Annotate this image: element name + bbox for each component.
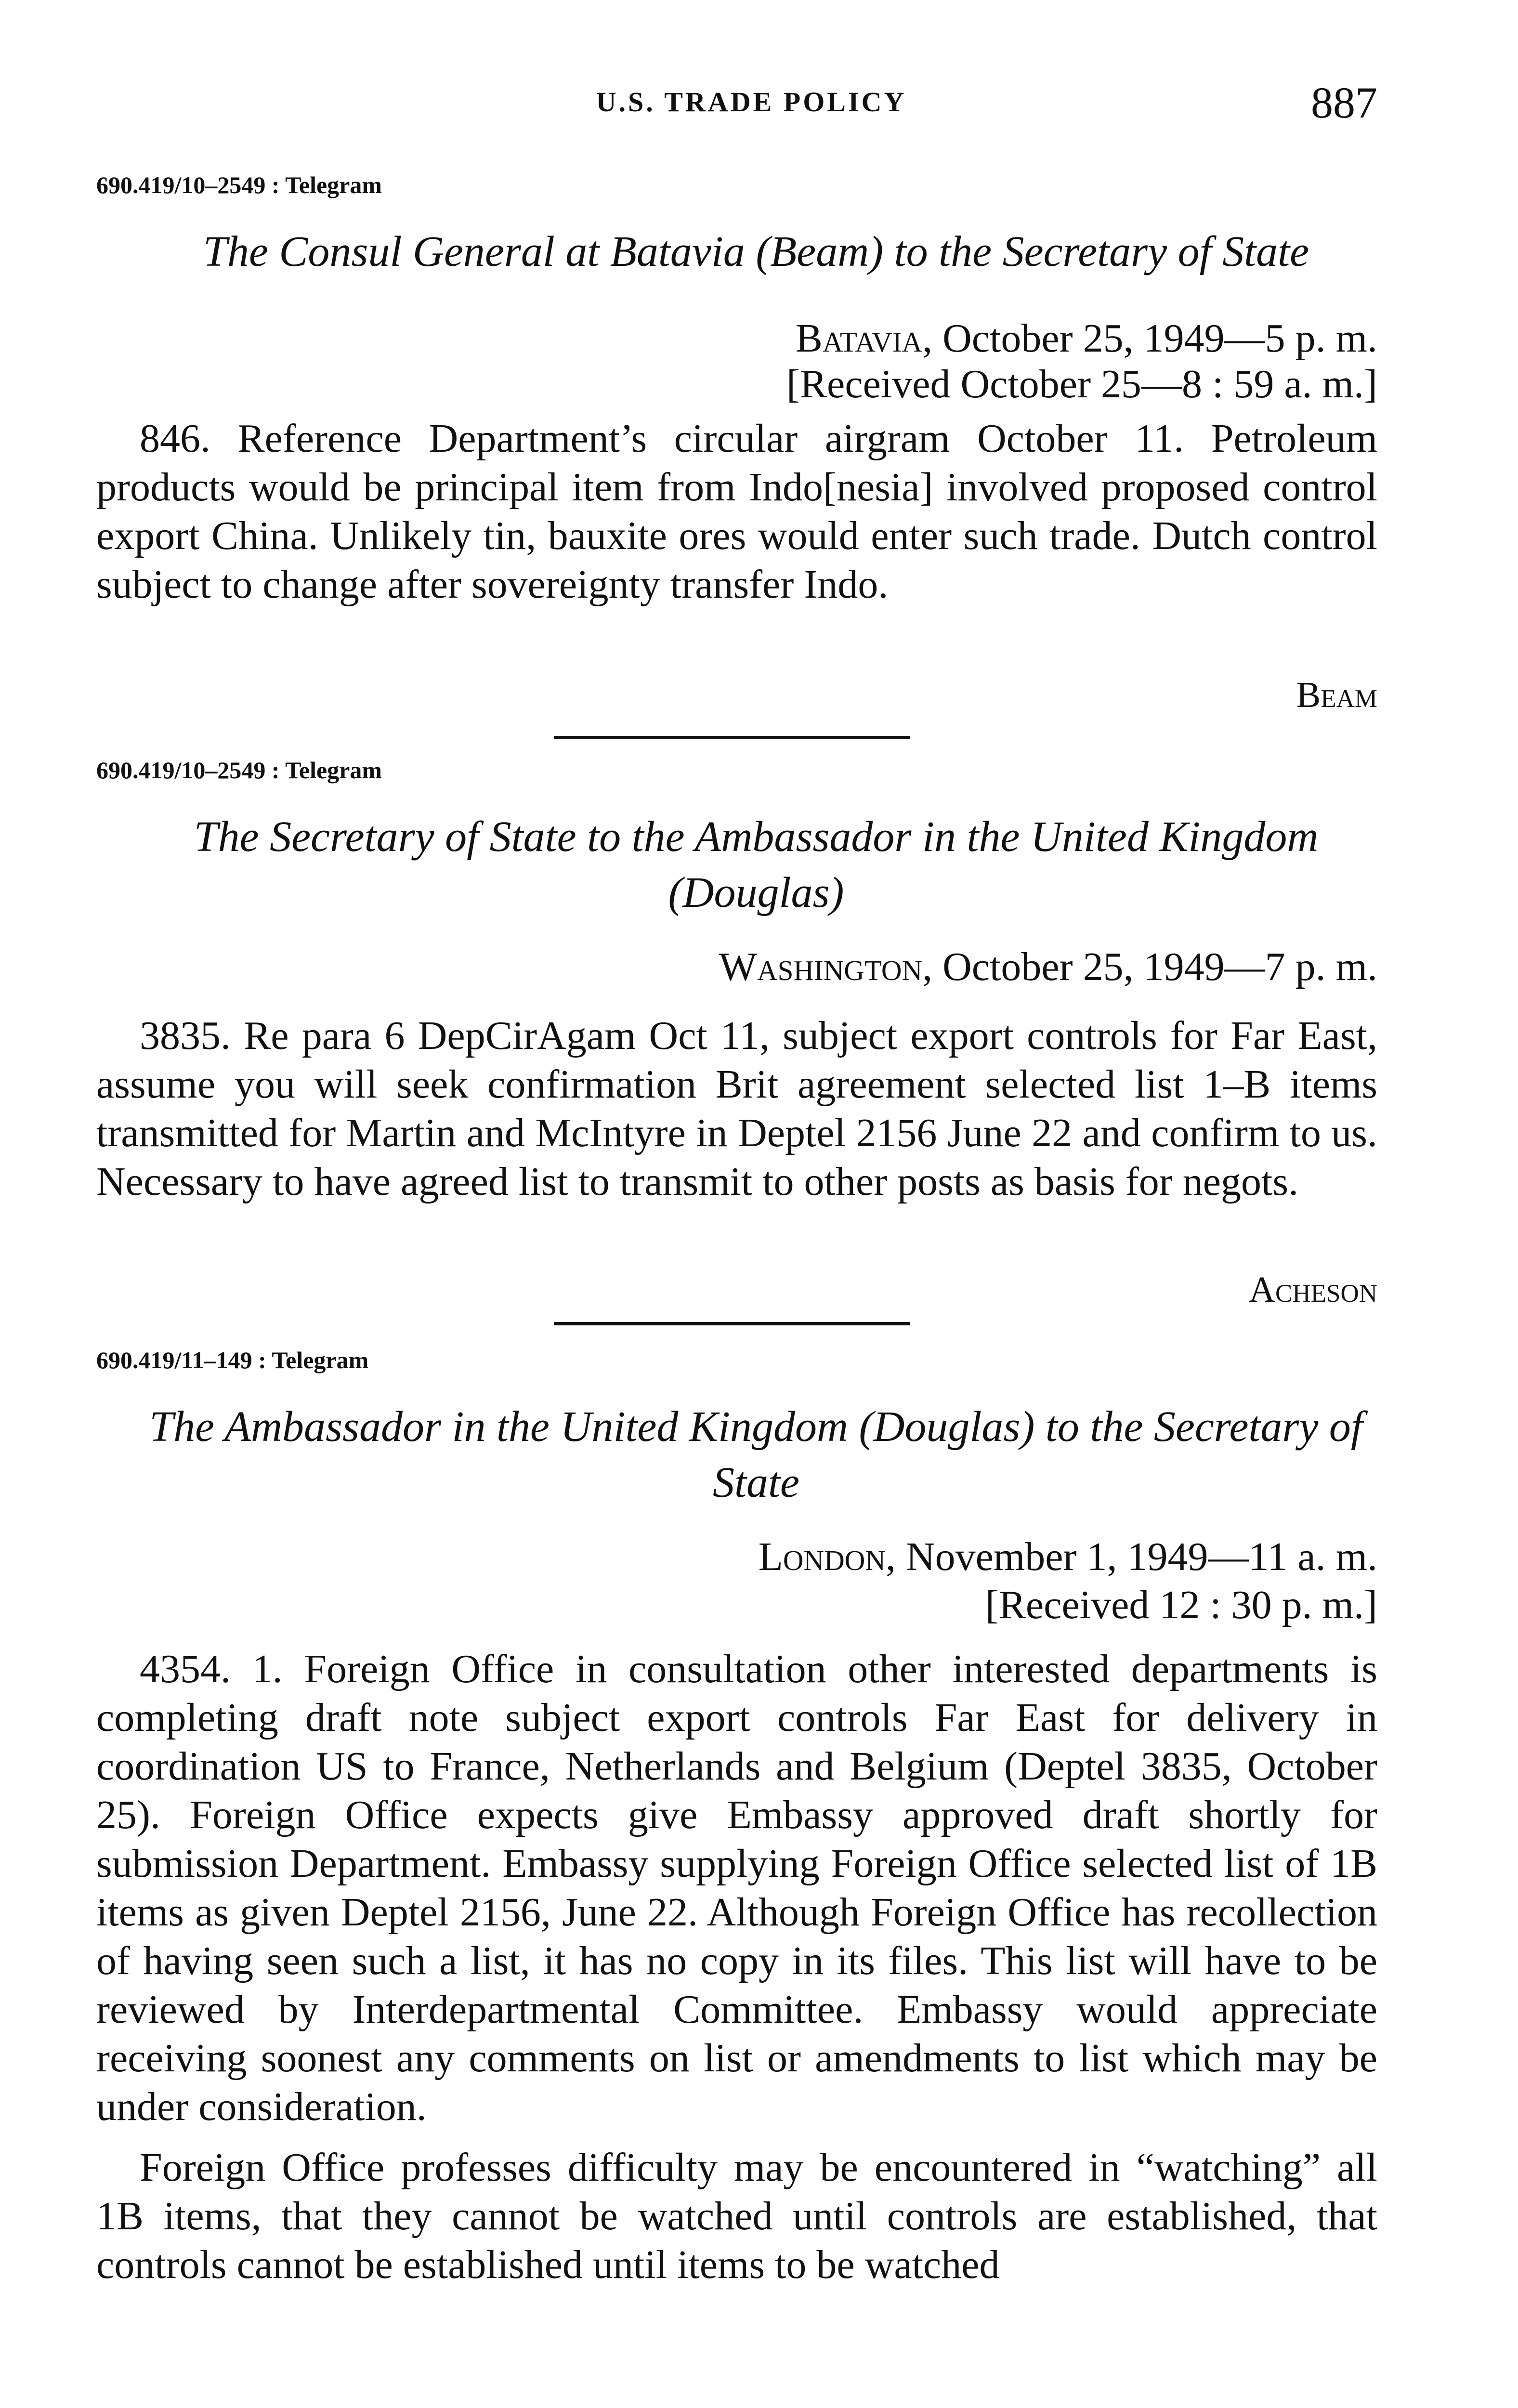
signature: Acheson (1249, 1269, 1377, 1310)
received-line: [Received 12 : 30 p. m.] (985, 1583, 1377, 1627)
page-number: 887 (1311, 78, 1377, 127)
document-title: The Secretary of State to the Ambassador in the United Kingdom (Douglas) (194, 813, 1319, 916)
telegram-paragraph: 846. Reference Department’s circular airgram October 11. Petroleum products would be principal item from Indo[nesia] involved proposed control export China. Unlikely tin, bauxite ores would enter such trade. Dutch control subject to change after sovereignty transfer Indo. (96, 416, 1377, 607)
document-title: The Consul General at Batavia (Beam) to the Secretary of State (203, 228, 1309, 275)
telegram-paragraph: 4354. 1. Foreign Office in consultation other interested departments is completing draft note subject export controls Far East for delivery in coordination US to France, Netherlands and Belgium (Deptel 3835, October 25). Foreign Office expects give Embassy approved draft shortly for submission Department. Embassy supplying Foreign Office selected list of 1B items as given Deptel 2156, June 22. Although Foreign Office has recollection of having seen such a list, it has no copy in its files. This list will have to be reviewed by Interdepartmental Committee. Embassy would appreciate receiving soonest any comments on list or amendments to list which may be under consideration. (96, 1647, 1377, 2129)
running-header: U.S. TRADE POLICY (596, 86, 907, 118)
dateline: London, November 1, 1949—11 a. m. (758, 1534, 1377, 1579)
document-title: The Ambassador in the United Kingdom (Douglas) to the Secretary of State (149, 1403, 1363, 1506)
section-divider (554, 1322, 910, 1325)
telegram-paragraph: 3835. Re para 6 DepCirAgam Oct 11, subject export controls for Far East, assume you will seek confirmation Brit agreement selected list 1–B items transmitted for Martin and McIntyre in Deptel 2156 June 22 and confirm to us. Necessary to have agreed list to transmit to other posts as basis for negots. (96, 1013, 1377, 1204)
file-number: 690.419/10–2549 : Telegram (96, 757, 382, 784)
section-divider (554, 736, 910, 739)
file-number: 690.419/10–2549 : Telegram (96, 171, 382, 198)
received-line: [Received October 25—8 : 59 a. m.] (786, 362, 1377, 406)
dateline: Washington, October 25, 1949—7 p. m. (719, 944, 1377, 989)
file-number: 690.419/11–149 : Telegram (96, 1347, 369, 1374)
signature: Beam (1296, 675, 1377, 715)
telegram-paragraph: Foreign Office professes difficulty may be encountered in “watching” all 1B items, that they cannot be watched until controls are established, that controls cannot be established until items to be watched (96, 2145, 1377, 2287)
dateline: Batavia, October 25, 1949—5 p. m. (795, 316, 1377, 361)
